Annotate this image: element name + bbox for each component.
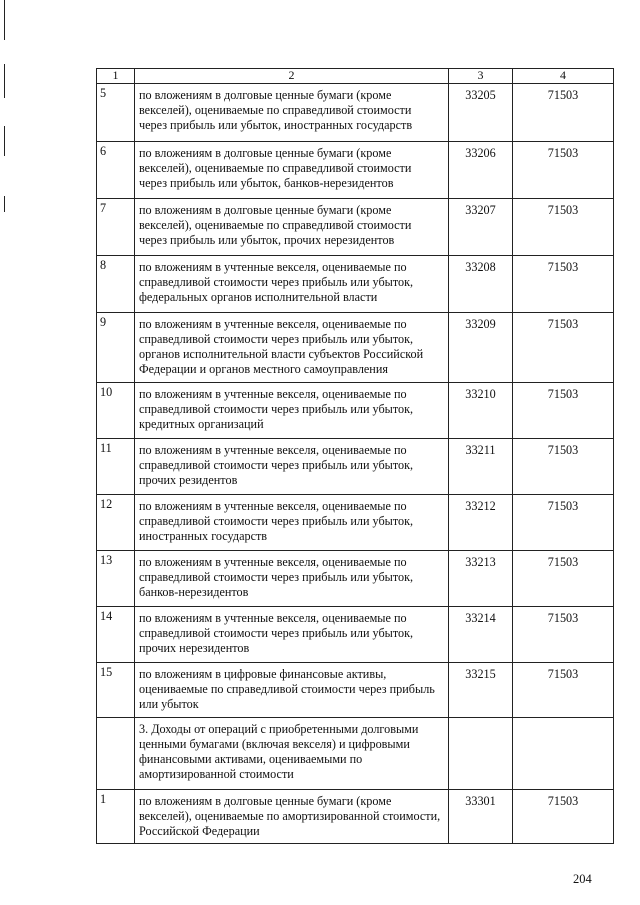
row-description: по вложениям в учтенные векселя, оцениваемые по справедливой стоимости через прибыль или убыток, федеральных органов исполнительной власти [135,256,449,313]
document-table [96,68,614,844]
row-symbol-code: 71503 [513,142,614,199]
row-account-code: 33214 [449,607,513,663]
table-row [97,718,614,790]
row-account-code: 33207 [449,199,513,256]
row-description: по вложениям в учтенные векселя, оцениваемые по справедливой стоимости через прибыль или убыток, банков-нерезидентов [135,551,449,607]
row-account-code: 33210 [449,383,513,439]
row-account-code [449,718,513,790]
row-account-code: 33208 [449,256,513,313]
table-header-row [97,69,614,84]
row-account-code: 33213 [449,551,513,607]
page-number: 204 [573,872,592,886]
row-number [97,718,135,790]
row-number: 13 [97,551,135,607]
row-symbol-code: 71503 [513,383,614,439]
table-row [97,383,614,439]
row-symbol-code: 71503 [513,199,614,256]
row-description: по вложениям в долговые ценные бумаги (кроме векселей), оцениваемые по справедливой стоимости через прибыль или убыток, иностранных государств [135,84,449,142]
row-symbol-code: 71503 [513,84,614,142]
table-row [97,495,614,551]
row-description: по вложениям в учтенные векселя, оцениваемые по справедливой стоимости через прибыль или убыток, иностранных государств [135,495,449,551]
row-symbol-code: 71503 [513,495,614,551]
row-symbol-code: 71503 [513,551,614,607]
row-symbol-code: 71503 [513,256,614,313]
table-row [97,199,614,256]
row-account-code: 33212 [449,495,513,551]
row-number: 9 [97,313,135,383]
row-account-code: 33301 [449,790,513,844]
row-description: по вложениям в цифровые финансовые активы, оцениваемые по справедливой стоимости через прибыль или убыток [135,663,449,718]
row-symbol-code: 71503 [513,790,614,844]
row-symbol-code [513,718,614,790]
row-description: по вложениям в учтенные векселя, оцениваемые по справедливой стоимости через прибыль или убыток, прочих резидентов [135,439,449,495]
table-row [97,439,614,495]
margin-mark [4,64,5,98]
table-row [97,551,614,607]
row-symbol-code: 71503 [513,663,614,718]
table-row [97,313,614,383]
row-number: 11 [97,439,135,495]
margin-mark [4,196,5,212]
row-number: 6 [97,142,135,199]
column-header: 4 [513,69,614,84]
row-account-code: 33215 [449,663,513,718]
table-row [97,84,614,142]
table-row [97,256,614,313]
row-symbol-code: 71503 [513,439,614,495]
table-row [97,663,614,718]
row-account-code: 33209 [449,313,513,383]
table-row [97,790,614,844]
column-header: 2 [135,69,449,84]
row-description: по вложениям в учтенные векселя, оцениваемые по справедливой стоимости через прибыль или убыток, прочих нерезидентов [135,607,449,663]
row-symbol-code: 71503 [513,313,614,383]
column-header: 1 [97,69,135,84]
row-number: 8 [97,256,135,313]
table-row [97,607,614,663]
column-header: 3 [449,69,513,84]
row-number: 1 [97,790,135,844]
row-account-code: 33211 [449,439,513,495]
row-number: 14 [97,607,135,663]
row-account-code: 33206 [449,142,513,199]
row-number: 7 [97,199,135,256]
table-row [97,142,614,199]
row-description: по вложениям в долговые ценные бумаги (кроме векселей), оцениваемые по справедливой стоимости через прибыль или убыток, банков-нерезидентов [135,142,449,199]
margin-mark [4,0,5,40]
row-description: по вложениям в учтенные векселя, оцениваемые по справедливой стоимости через прибыль или убыток, органов исполнительной власти субъектов Российской Федерации и органов местного самоуправления [135,313,449,383]
row-description: по вложениям в учтенные векселя, оцениваемые по справедливой стоимости через прибыль или убыток, кредитных организаций [135,383,449,439]
row-number: 5 [97,84,135,142]
margin-mark [4,126,5,156]
row-number: 15 [97,663,135,718]
row-number: 10 [97,383,135,439]
section-heading: 3. Доходы от операций с приобретенными долговыми ценными бумагами (включая векселя) и цифровыми финансовыми активами, оцениваемыми по амортизированной стоимости [135,718,449,790]
row-symbol-code: 71503 [513,607,614,663]
row-description: по вложениям в долговые ценные бумаги (кроме векселей), оцениваемые по справедливой стоимости через прибыль или убыток, прочих нерезидентов [135,199,449,256]
row-account-code: 33205 [449,84,513,142]
row-description: по вложениям в долговые ценные бумаги (кроме векселей), оцениваемые по амортизированной стоимости, Российской Федерации [135,790,449,844]
row-number: 12 [97,495,135,551]
